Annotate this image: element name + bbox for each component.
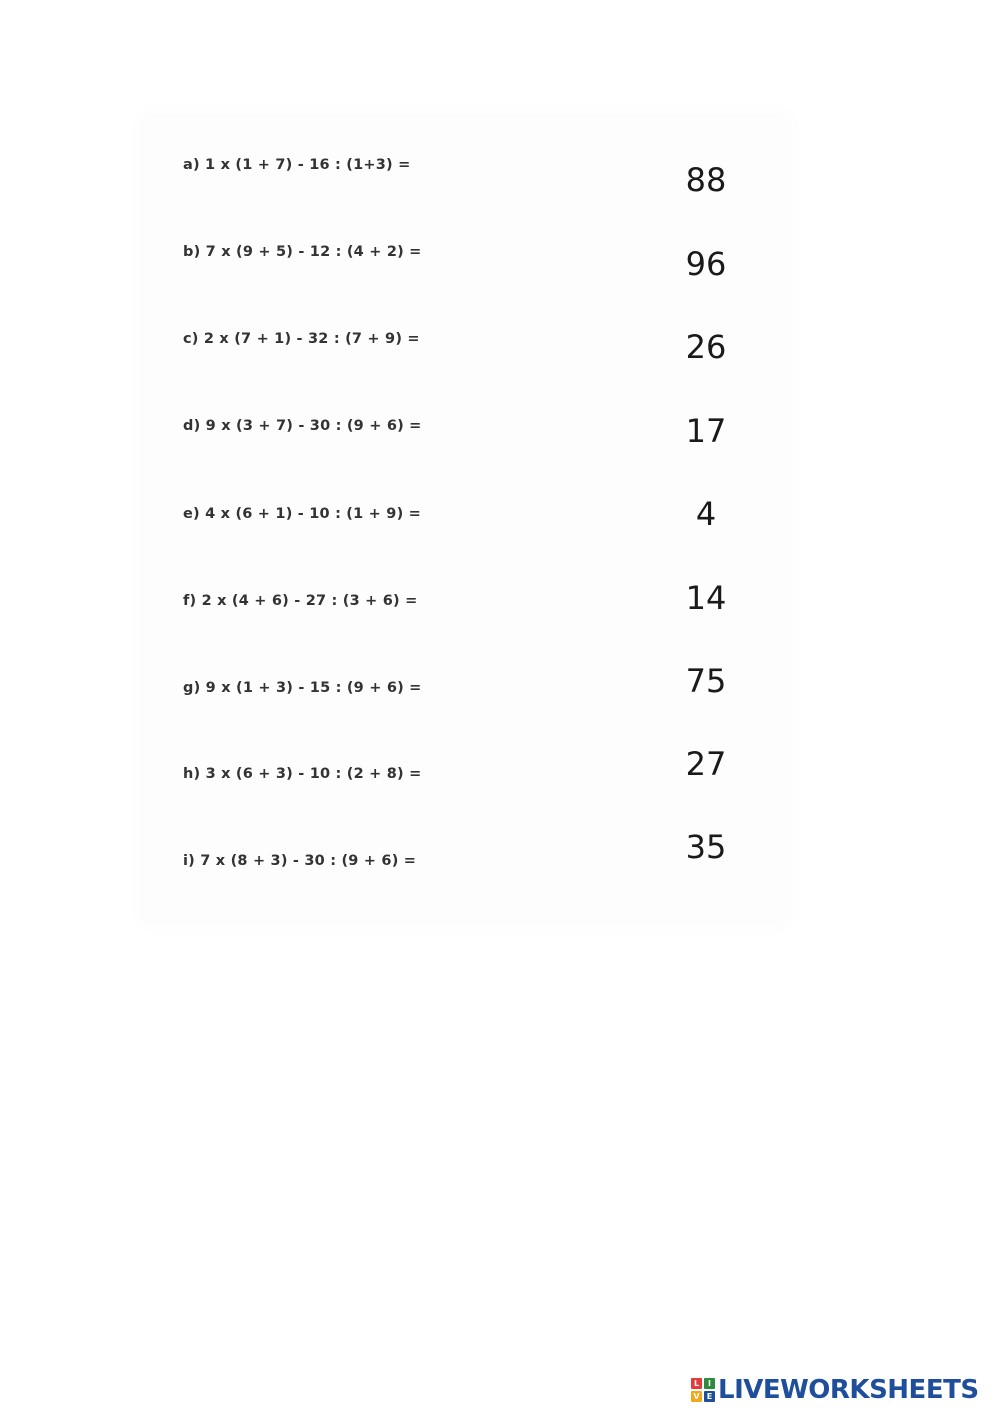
- exercise-b-answer: 96: [685, 245, 727, 283]
- logo-mark-icon: [691, 1378, 715, 1402]
- exercise-a-expression: a) 1 x (1 + 7) - 16 : (1+3) =: [183, 157, 411, 173]
- exercise-h-expression: h) 3 x (6 + 3) - 10 : (2 + 8) =: [183, 766, 422, 782]
- exercise-g-answer: 75: [685, 662, 727, 700]
- logo-cell: I: [704, 1378, 715, 1389]
- liveworksheets-logo: [691, 1373, 979, 1407]
- exercise-g-expression: g) 9 x (1 + 3) - 15 : (9 + 6) =: [183, 680, 422, 696]
- exercise-d-answer: 17: [685, 412, 727, 450]
- logo-text: LIVEWORKSHEETS: [718, 1375, 979, 1405]
- exercise-b-expression: b) 7 x (9 + 5) - 12 : (4 + 2) =: [183, 244, 422, 260]
- exercise-f-expression: f) 2 x (4 + 6) - 27 : (3 + 6) =: [183, 593, 418, 609]
- logo-cell: E: [704, 1391, 715, 1402]
- exercise-e-expression: e) 4 x (6 + 1) - 10 : (1 + 9) =: [183, 506, 421, 522]
- exercise-h-answer: 27: [685, 745, 727, 783]
- exercise-e-answer: 4: [695, 495, 717, 533]
- logo-cell: L: [691, 1378, 702, 1389]
- exercise-c-expression: c) 2 x (7 + 1) - 32 : (7 + 9) =: [183, 331, 420, 347]
- exercise-f-answer: 14: [685, 579, 727, 617]
- exercise-a-answer: 88: [685, 161, 727, 199]
- exercise-i-answer: 35: [685, 828, 727, 866]
- logo-cell: V: [691, 1391, 702, 1402]
- exercise-d-expression: d) 9 x (3 + 7) - 30 : (9 + 6) =: [183, 418, 422, 434]
- exercise-i-expression: i) 7 x (8 + 3) - 30 : (9 + 6) =: [183, 853, 417, 869]
- exercise-c-answer: 26: [685, 328, 727, 366]
